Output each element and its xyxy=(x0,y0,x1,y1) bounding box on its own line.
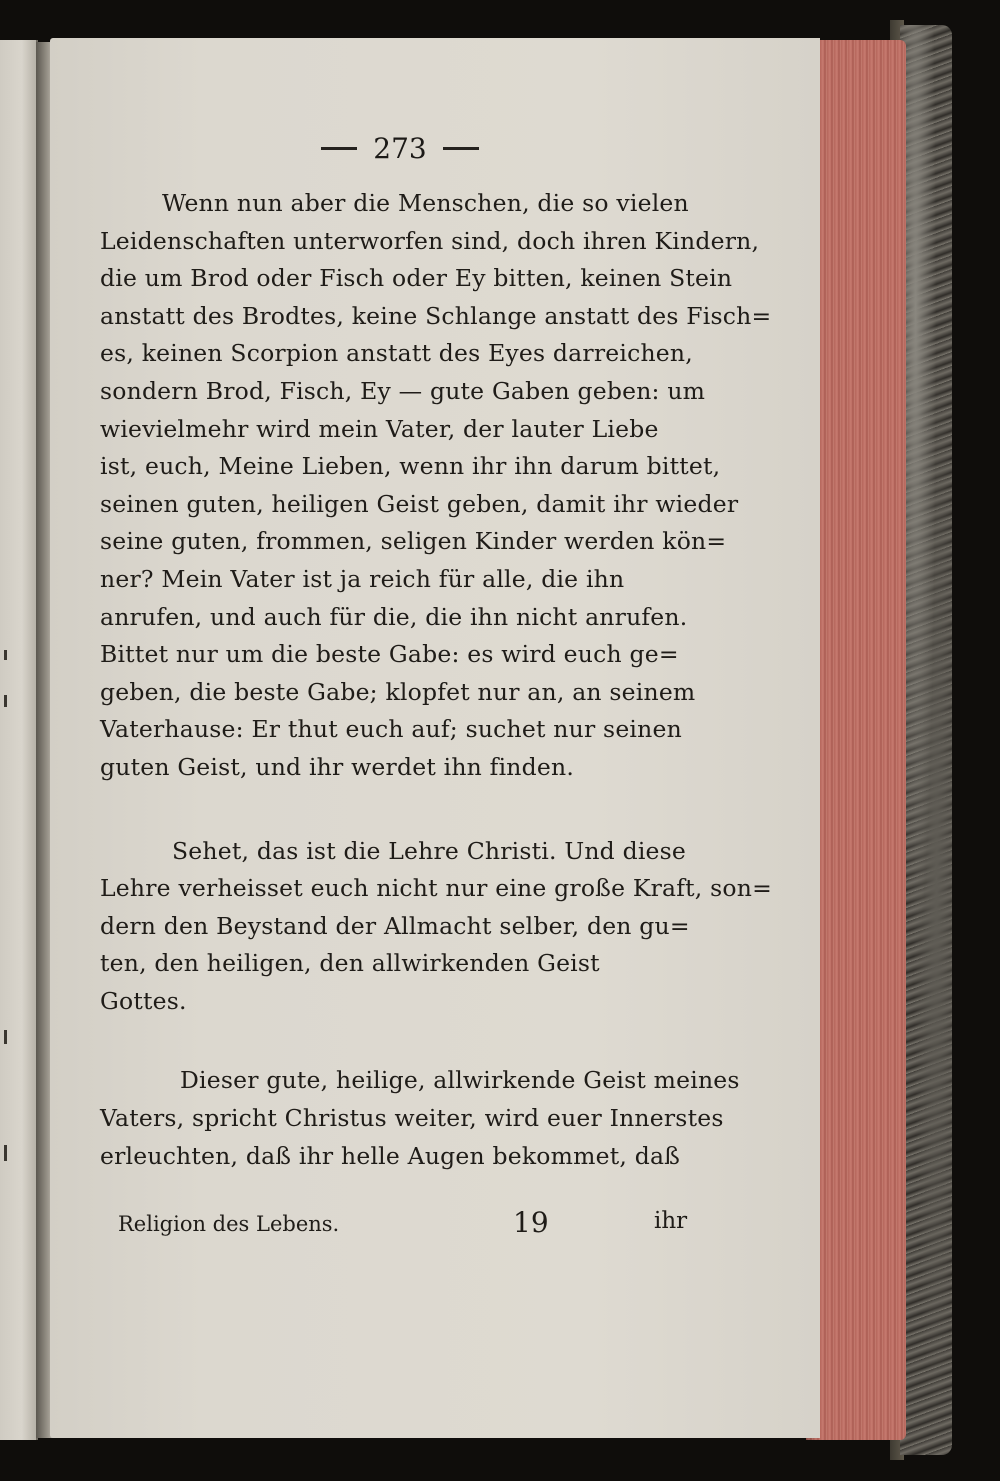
text-line: seinen guten, heiligen Geist geben, damit ihr wieder xyxy=(100,489,739,518)
text-line: Bittet nur um die beste Gabe: es wird euch ge= xyxy=(100,640,679,669)
text-line: Gottes. xyxy=(100,986,187,1015)
text-line: guten Geist, und ihr werdet ihn finden. xyxy=(100,752,574,781)
text-line: dern den Beystand der Allmacht selber, den gu= xyxy=(100,911,690,940)
text-line: Dieser gute, heilige, allwirkende Geist meines xyxy=(180,1066,740,1095)
text-line: ner? Mein Vater ist ja reich für alle, die ihn xyxy=(100,564,625,593)
text-line: Vaterhause: Er thut euch auf; suchet nur seinen xyxy=(100,715,682,744)
left-page-mark xyxy=(4,650,7,660)
paragraph xyxy=(100,1062,740,1175)
left-page-mark xyxy=(4,1030,7,1044)
signature-title: Religion des Lebens. xyxy=(118,1212,340,1236)
text-line: ten, den heiligen, den allwirkenden Geist xyxy=(100,949,600,978)
text-line: Sehet, das ist die Lehre Christi. Und diese xyxy=(172,836,687,865)
text-line: seine guten, frommen, seligen Kinder werden kön= xyxy=(100,527,727,556)
page-fore-edge xyxy=(806,40,906,1440)
paragraph xyxy=(100,833,772,1021)
text-line: sondern Brod, Fisch, Ey — gute Gaben geben: um xyxy=(100,376,706,405)
text-line: Vaters, spricht Christus weiter, wird euer Innerstes xyxy=(100,1104,724,1133)
signature-mark: 19 xyxy=(513,1206,549,1239)
text-line: Lehre verheisset euch nicht nur eine große Kraft, son= xyxy=(100,874,772,903)
text-line: Wenn nun aber die Menschen, die so vielen xyxy=(162,189,689,217)
page-number: 273 xyxy=(373,131,427,165)
left-page-mark xyxy=(4,695,7,707)
text-line: die um Brod oder Fisch oder Ey bitten, keinen Stein xyxy=(100,264,733,293)
text-line: geben, die beste Gabe; klopfet nur an, an seinem xyxy=(100,677,696,706)
left-page-edge xyxy=(0,40,38,1440)
text-line: es, keinen Scorpion anstatt des Eyes darreichen, xyxy=(100,339,693,368)
text-line: wievielmehr wird mein Vater, der lauter Liebe xyxy=(100,414,659,443)
text-line: ist, euch, Meine Lieben, wenn ihr ihn darum bittet, xyxy=(100,452,721,481)
body-text xyxy=(100,185,772,1175)
header-dash-right xyxy=(443,147,479,150)
text-line: anrufen, und auch für die, die ihn nicht anrufen. xyxy=(100,602,688,631)
catchword: ihr xyxy=(654,1208,688,1234)
text-line: Leidenschaften unterworfen sind, doch ihren Kindern, xyxy=(100,226,760,255)
paragraph xyxy=(100,185,772,787)
left-page-mark xyxy=(4,1145,7,1161)
header-dash-left xyxy=(321,147,357,150)
text-line: erleuchten, daß ihr helle Augen bekommet, daß xyxy=(100,1141,681,1170)
page-footer xyxy=(118,1206,698,1246)
page-header xyxy=(300,128,500,168)
text-line: anstatt des Brodtes, keine Schlange anstatt des Fisch= xyxy=(100,301,772,330)
marbled-cover xyxy=(900,25,952,1455)
